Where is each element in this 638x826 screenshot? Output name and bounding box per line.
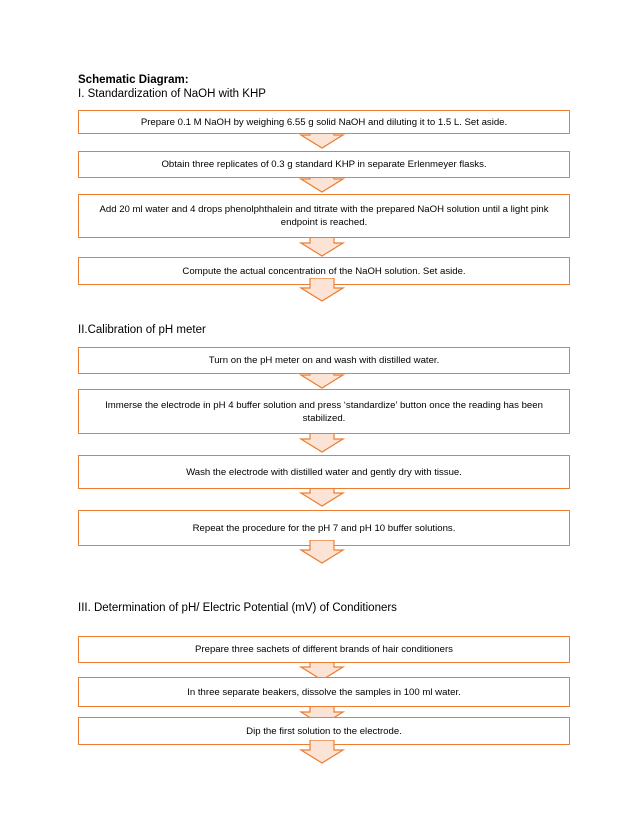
step-box: Immerse the electrode in pH 4 buffer solution and press ‘standardize’ button once the reading has been stabilized.	[78, 389, 570, 434]
step-box: Prepare three sachets of different brands of hair conditioners	[78, 636, 570, 663]
step-box: Add 20 ml water and 4 drops phenolphthalein and titrate with the prepared NaOH solution until a light pink endpoint is reached.	[78, 194, 570, 238]
section-2-heading: II.Calibration of pH meter	[78, 324, 206, 336]
step-box: Wash the electrode with distilled water and gently dry with tissue.	[78, 455, 570, 489]
step-box: Compute the actual concentration of the NaOH solution. Set aside.	[78, 257, 570, 285]
down-arrow-icon	[299, 740, 345, 764]
section-3-heading: III. Determination of pH/ Electric Potential (mV) of Conditioners	[78, 602, 397, 614]
step-box: Obtain three replicates of 0.3 g standard KHP in separate Erlenmeyer flasks.	[78, 151, 570, 178]
section-1-heading: I. Standardization of NaOH with KHP	[78, 88, 266, 100]
step-box: Dip the first solution to the electrode.	[78, 717, 570, 745]
step-box: Repeat the procedure for the pH 7 and pH 10 buffer solutions.	[78, 510, 570, 546]
step-box: Turn on the pH meter on and wash with distilled water.	[78, 347, 570, 374]
down-arrow-icon	[299, 278, 345, 302]
step-box: Prepare 0.1 M NaOH by weighing 6.55 g solid NaOH and diluting it to 1.5 L. Set aside.	[78, 110, 570, 134]
diagram-title: Schematic Diagram:	[78, 74, 189, 86]
down-arrow-icon	[299, 540, 345, 564]
step-box: In three separate beakers, dissolve the samples in 100 ml water.	[78, 677, 570, 707]
